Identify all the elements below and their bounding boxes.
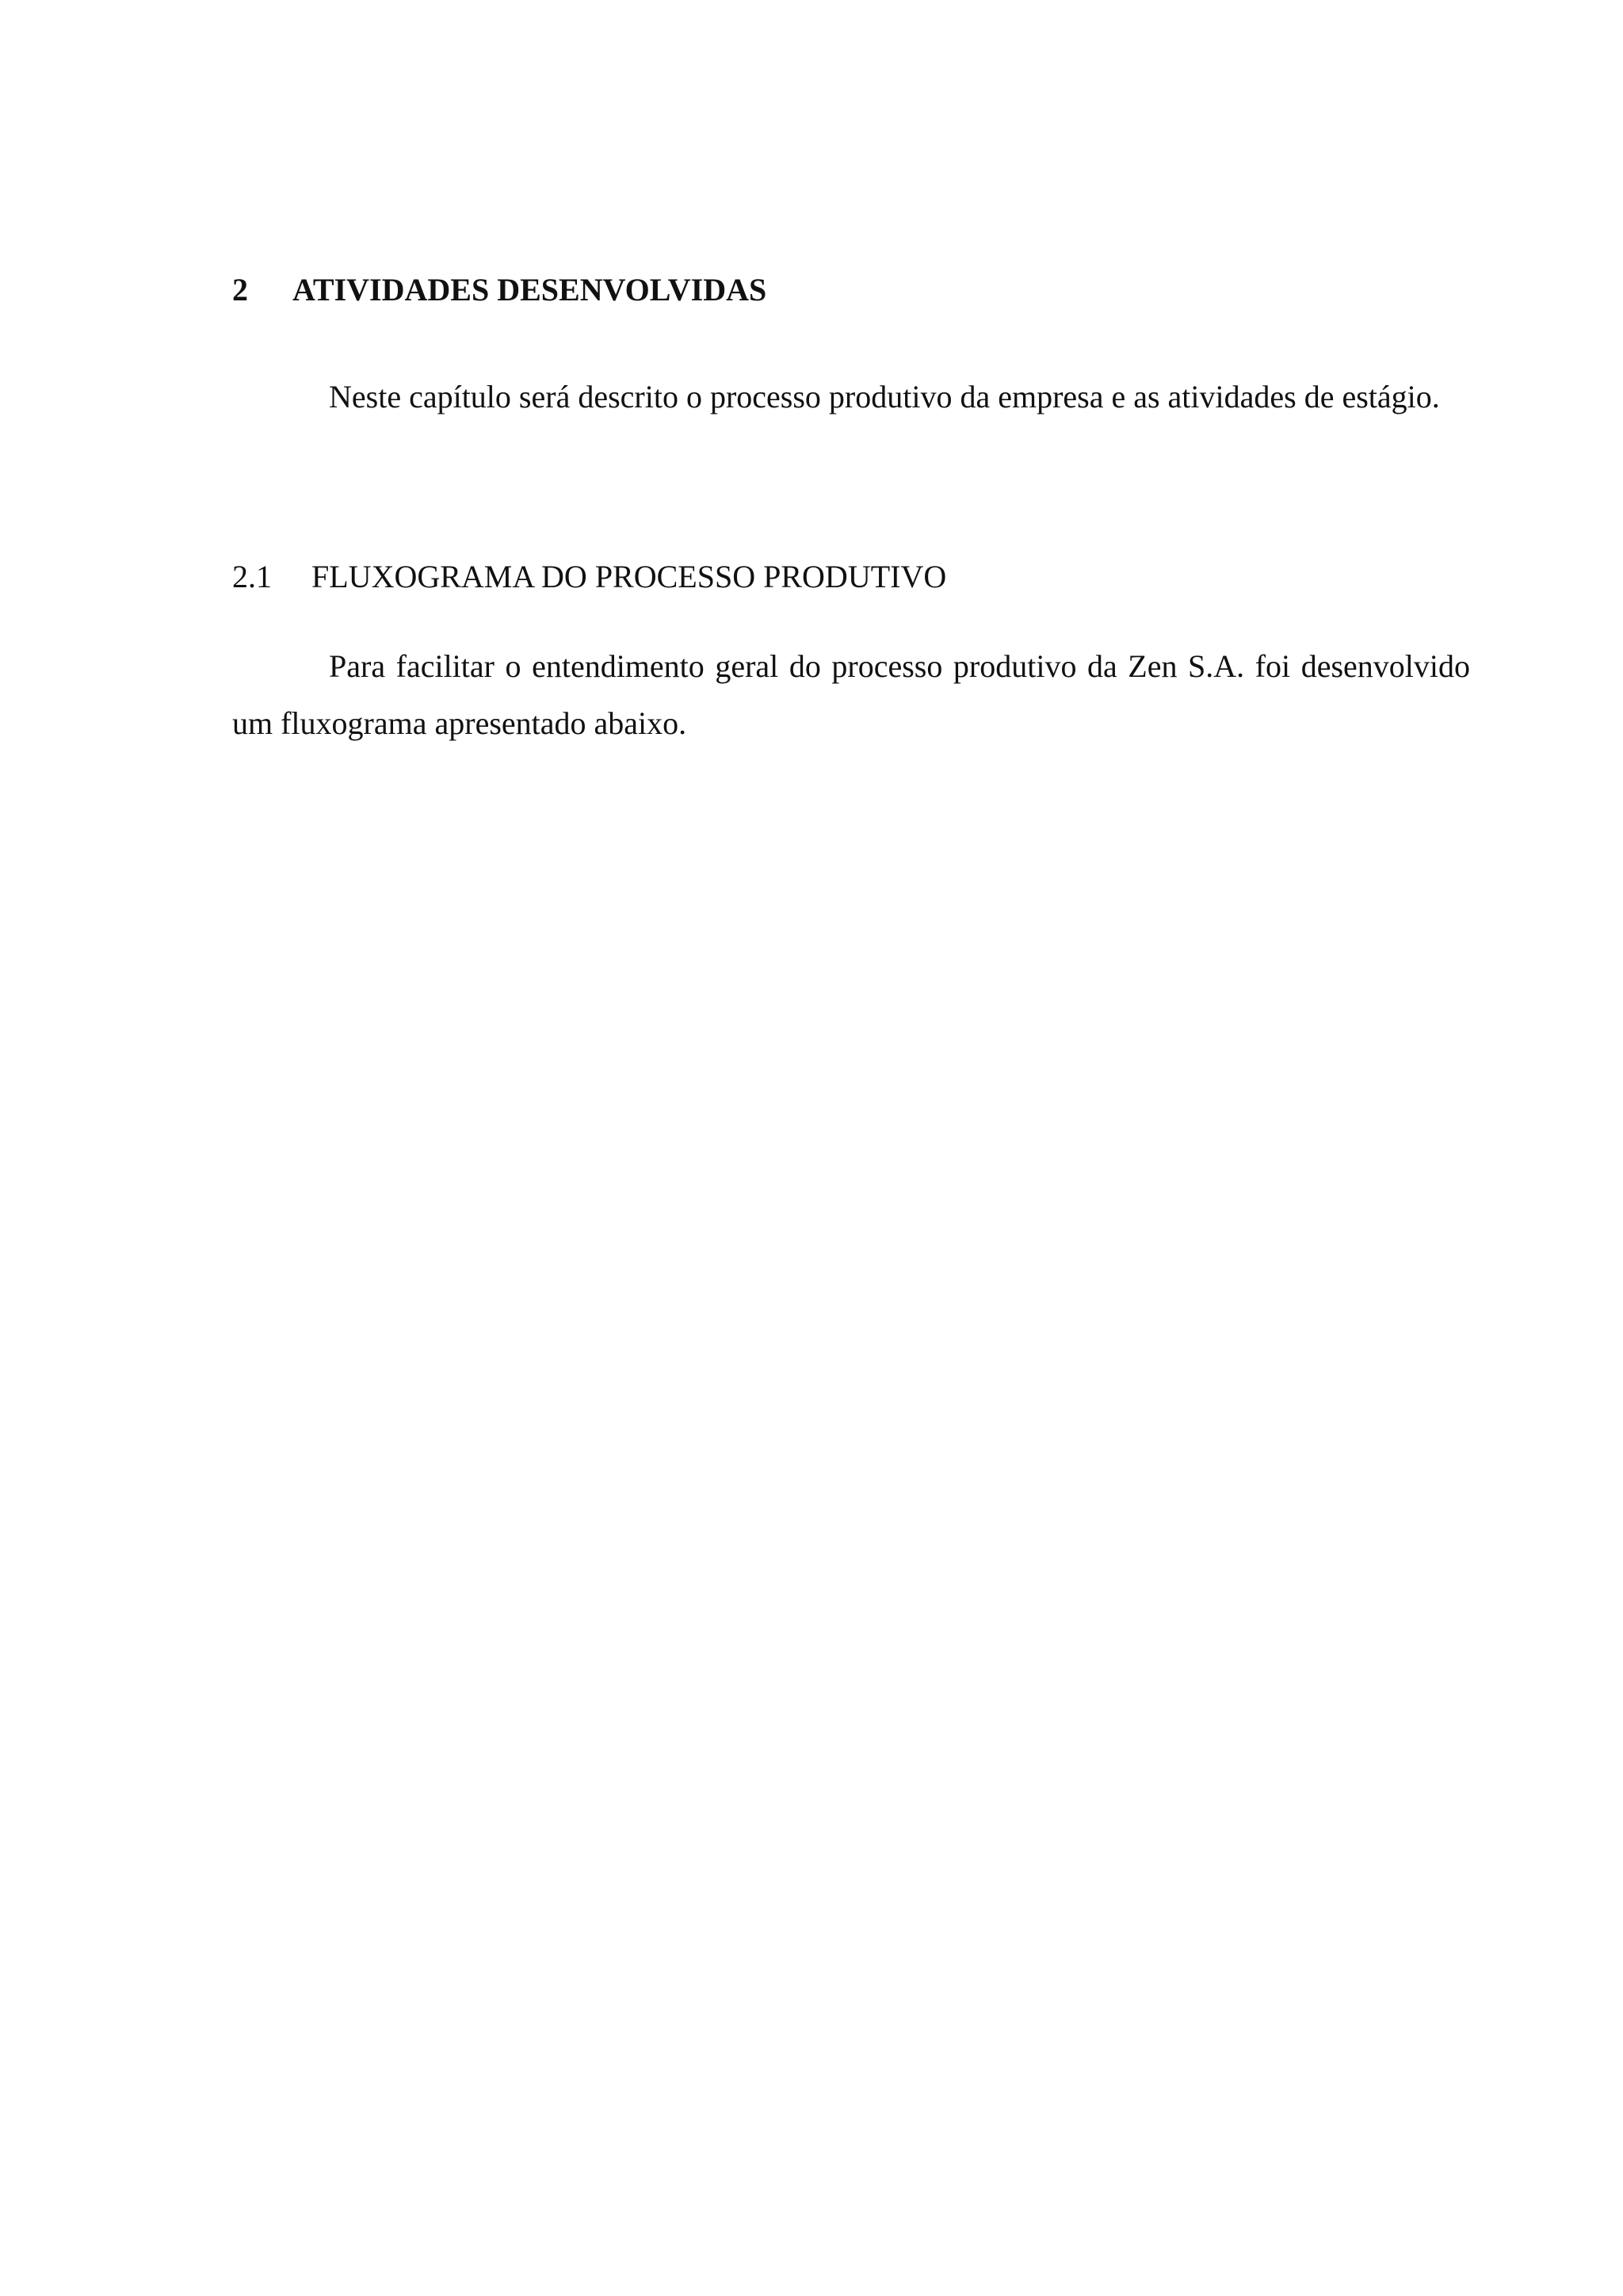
chapter-title: ATIVIDADES DESENVOLVIDAS (292, 272, 767, 308)
intro-paragraph: Neste capítulo será descrito o processo produtivo da empresa e as atividades de estágio. (329, 379, 1440, 415)
section-title: FLUXOGRAMA DO PROCESSO PRODUTIVO (311, 559, 947, 594)
chapter-heading (232, 268, 766, 312)
section-paragraph: Para facilitar o entendimento geral do processo produtivo da Zen S.A. foi desenvolvido um fluxograma apresentado abaixo. (232, 648, 1470, 741)
section-number: 2.1 (232, 559, 272, 594)
chapter-number: 2 (232, 272, 248, 308)
section-heading (232, 555, 946, 599)
